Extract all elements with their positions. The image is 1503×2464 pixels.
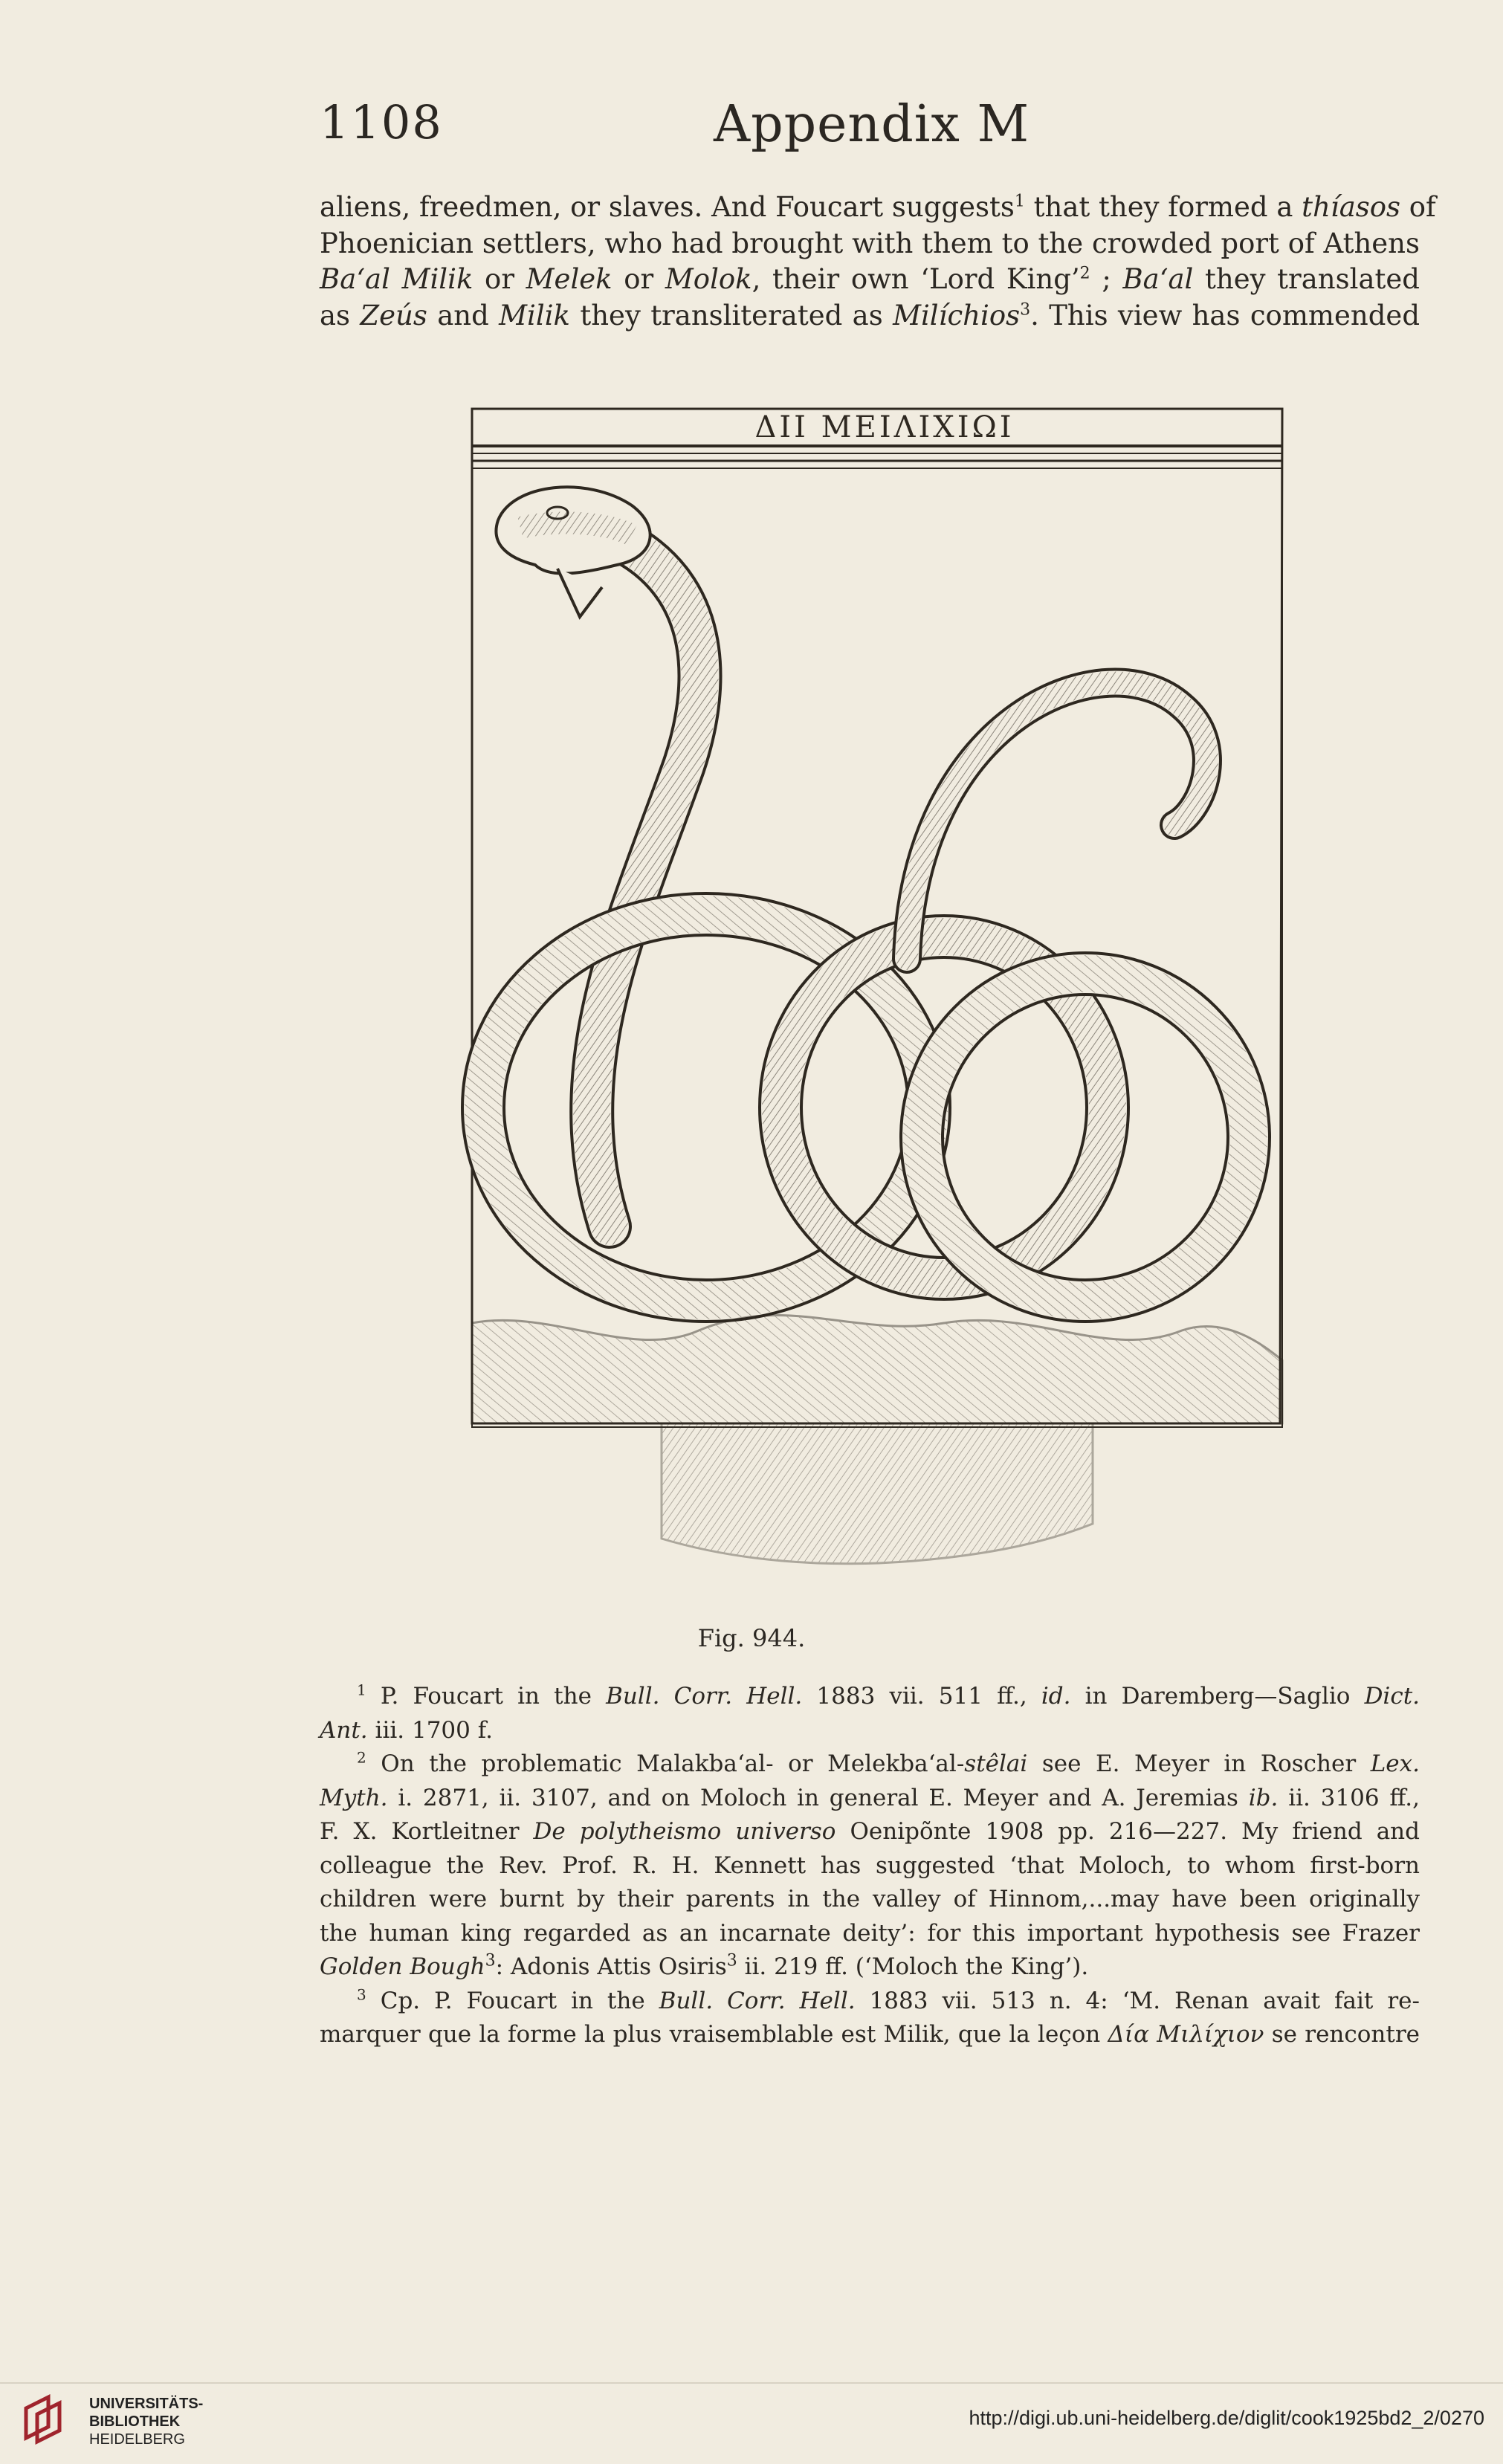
page-number: 1108: [320, 95, 443, 149]
footnote-2-line-2: Myth. i. 2871, ii. 3107, and on Moloch in general E. Meyer and A. Jeremias ib. ii. 3106 ff.,: [320, 1784, 1420, 1811]
footnote-2-line-1: $^2$ On the problematic Malakba‘al- or Melekba‘al-stêlai see E. Meyer in Roscher Lex.: [357, 1748, 1420, 1777]
library-name: UNIVERSITÄTS- BIBLIOTHEK HEIDELBERG: [89, 2396, 204, 2448]
running-head: [320, 95, 1420, 162]
footnote-3-line-1: $^3$ Cp. P. Foucart in the Bull. Corr. Hell. 1883 vii. 513 n. 4: ‘M. Renan avait fait re-: [357, 1985, 1420, 2014]
footnote-2-line-5: children were burnt by their parents in the valley of Hinnom,...may have been originally: [320, 1886, 1420, 1912]
footnote-2-line-3: F. X. Kortleitner De polytheismo universo Oenipõnte 1908 pp. 216—227. My friend and: [320, 1818, 1420, 1845]
footnotes: [320, 1680, 1420, 2052]
body-line-2: Phoenician settlers, who had brought with them to the crowded port of Athens: [320, 227, 1420, 259]
footnote-1-line-2: Ant. iii. 1700 f.: [320, 1716, 493, 1744]
footnote-1-line-1: $^1$ P. Foucart in the Bull. Corr. Hell. 1883 vii. 511 ff., id. in Daremberg—Saglio Dict.: [357, 1681, 1420, 1710]
university-library-logo-icon: [19, 2393, 71, 2445]
footnote-2-line-4: colleague the Rev. Prof. R. H. Kennett has suggested ‘that Moloch, to whom first-born: [320, 1852, 1420, 1879]
figure-serpent-relief: [439, 394, 1301, 1658]
figure-caption: Fig. 944.: [697, 1624, 806, 1652]
footer-divider: [0, 2382, 1503, 2384]
stone-base: [472, 1316, 1282, 1564]
serpent-relief-engraving: [439, 394, 1301, 1658]
running-title: Appendix M: [714, 95, 1030, 154]
body-line-4: as Zeús and Milik they transliterated as Milíchios$^3$. This view has commended: [320, 299, 1420, 332]
body-line-3: Ba‘al Milik or Melek or Molok, their own ‘Lord King’$^2$ ; Ba‘al they translated: [320, 263, 1420, 295]
body-line-1: aliens, freedmen, or slaves. And Foucart suggests$^1$ that they formed a thíasos of: [320, 191, 1436, 223]
footnote-2-line-6: the human king regarded as an incarnate deity’: for this important hypothesis see Frazer: [320, 1919, 1420, 1947]
body-text: [320, 190, 1436, 334]
inscription-text: ΔΙΙ ΜΕΙΛΙΧΙΩΙ: [754, 410, 1015, 444]
source-url-link[interactable]: http://digi.ub.uni-heidelberg.de/diglit/cook1925bd2_2/0270: [969, 2407, 1484, 2429]
serpent-head: [496, 487, 650, 617]
footnote-3-line-2: marquer que la forme la plus vraisemblable est Milik, que la leçon Δία Μιλίχιον se rencontre: [320, 2021, 1420, 2048]
footnote-2-line-7: Golden Bough$^3$: Adonis Attis Osiris$^3$ ii. 219 ff. (‘Moloch the King’).: [320, 1951, 1089, 1980]
